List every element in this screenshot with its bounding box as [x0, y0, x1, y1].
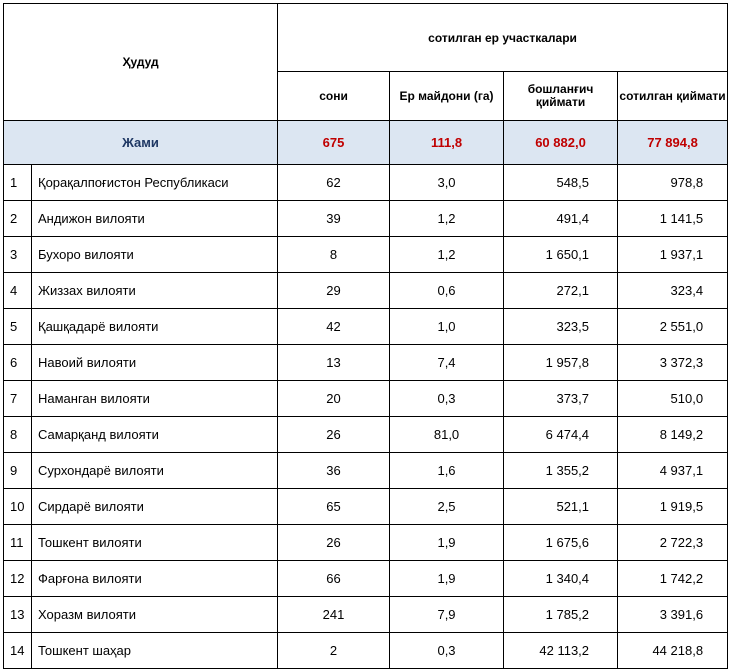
header-area: Ер майдони (га) [390, 72, 504, 121]
region-name: Андижон вилояти [32, 201, 278, 237]
region-name: Фарғона вилояти [32, 561, 278, 597]
row-number: 5 [4, 309, 32, 345]
row-number: 13 [4, 597, 32, 633]
sold-price-cell: 1 919,5 [618, 489, 728, 525]
sold-price-cell: 978,8 [618, 165, 728, 201]
count-cell: 66 [278, 561, 390, 597]
sold-price-cell: 323,4 [618, 273, 728, 309]
table-row [4, 633, 728, 669]
total-sold-price: 77 894,8 [618, 121, 728, 165]
start-price-cell: 1 785,2 [504, 597, 618, 633]
region-name: Тошкент вилояти [32, 525, 278, 561]
table-row [4, 273, 728, 309]
table-row [4, 417, 728, 453]
start-price-cell: 272,1 [504, 273, 618, 309]
header-count: сони [278, 72, 390, 121]
area-cell: 7,9 [390, 597, 504, 633]
row-number: 6 [4, 345, 32, 381]
sold-price-cell: 1 742,2 [618, 561, 728, 597]
area-cell: 1,2 [390, 237, 504, 273]
region-name: Сирдарё вилояти [32, 489, 278, 525]
area-cell: 81,0 [390, 417, 504, 453]
region-name: Хоразм вилояти [32, 597, 278, 633]
start-price-cell: 1 957,8 [504, 345, 618, 381]
sold-price-cell: 8 149,2 [618, 417, 728, 453]
area-cell: 1,9 [390, 525, 504, 561]
count-cell: 62 [278, 165, 390, 201]
start-price-cell: 1 650,1 [504, 237, 618, 273]
total-area: 111,8 [390, 121, 504, 165]
count-cell: 26 [278, 417, 390, 453]
region-name: Бухоро вилояти [32, 237, 278, 273]
area-cell: 3,0 [390, 165, 504, 201]
table-row [4, 381, 728, 417]
count-cell: 29 [278, 273, 390, 309]
sold-price-cell: 2 551,0 [618, 309, 728, 345]
table-row [4, 309, 728, 345]
region-name: Жиззах вилояти [32, 273, 278, 309]
area-cell: 0,3 [390, 633, 504, 669]
start-price-cell: 42 113,2 [504, 633, 618, 669]
row-number: 1 [4, 165, 32, 201]
sold-price-cell: 1 937,1 [618, 237, 728, 273]
sold-price-cell: 44 218,8 [618, 633, 728, 669]
row-number: 11 [4, 525, 32, 561]
region-name: Қашқадарё вилояти [32, 309, 278, 345]
start-price-cell: 323,5 [504, 309, 618, 345]
start-price-cell: 491,4 [504, 201, 618, 237]
sold-price-cell: 4 937,1 [618, 453, 728, 489]
table-row [4, 345, 728, 381]
area-cell: 7,4 [390, 345, 504, 381]
total-count: 675 [278, 121, 390, 165]
count-cell: 36 [278, 453, 390, 489]
area-cell: 0,6 [390, 273, 504, 309]
header-sold-price: сотилган қиймати [618, 72, 728, 121]
start-price-cell: 1 340,4 [504, 561, 618, 597]
table-row [4, 525, 728, 561]
row-number: 2 [4, 201, 32, 237]
start-price-cell: 1 355,2 [504, 453, 618, 489]
region-name: Самарқанд вилояти [32, 417, 278, 453]
count-cell: 42 [278, 309, 390, 345]
sold-price-cell: 1 141,5 [618, 201, 728, 237]
row-number: 9 [4, 453, 32, 489]
sold-price-cell: 3 372,3 [618, 345, 728, 381]
total-label: Жами [4, 121, 278, 165]
count-cell: 241 [278, 597, 390, 633]
area-cell: 2,5 [390, 489, 504, 525]
count-cell: 2 [278, 633, 390, 669]
start-price-cell: 521,1 [504, 489, 618, 525]
count-cell: 8 [278, 237, 390, 273]
row-number: 8 [4, 417, 32, 453]
count-cell: 20 [278, 381, 390, 417]
count-cell: 39 [278, 201, 390, 237]
table-row [4, 237, 728, 273]
table-row [4, 489, 728, 525]
total-row [4, 121, 728, 165]
region-name: Қорақалпоғистон Республикаси [32, 165, 278, 201]
count-cell: 13 [278, 345, 390, 381]
count-cell: 65 [278, 489, 390, 525]
start-price-cell: 548,5 [504, 165, 618, 201]
row-number: 4 [4, 273, 32, 309]
region-name: Тошкент шаҳар [32, 633, 278, 669]
total-start-price: 60 882,0 [504, 121, 618, 165]
area-cell: 1,9 [390, 561, 504, 597]
count-cell: 26 [278, 525, 390, 561]
table-row [4, 453, 728, 489]
header-group: сотилган ер участкалари [278, 4, 728, 72]
area-cell: 1,6 [390, 453, 504, 489]
sold-price-cell: 510,0 [618, 381, 728, 417]
sold-price-cell: 2 722,3 [618, 525, 728, 561]
header-region: Ҳудуд [4, 4, 278, 121]
header-start-price: бошланғич қиймати [504, 72, 618, 121]
region-name: Навоий вилояти [32, 345, 278, 381]
area-cell: 0,3 [390, 381, 504, 417]
area-cell: 1,0 [390, 309, 504, 345]
table-row [4, 165, 728, 201]
start-price-cell: 6 474,4 [504, 417, 618, 453]
row-number: 12 [4, 561, 32, 597]
region-name: Сурхондарё вилояти [32, 453, 278, 489]
area-cell: 1,2 [390, 201, 504, 237]
row-number: 10 [4, 489, 32, 525]
sold-price-cell: 3 391,6 [618, 597, 728, 633]
start-price-cell: 373,7 [504, 381, 618, 417]
land-sales-table [3, 3, 728, 669]
region-name: Наманган вилояти [32, 381, 278, 417]
table-row [4, 201, 728, 237]
row-number: 7 [4, 381, 32, 417]
table-row [4, 561, 728, 597]
row-number: 3 [4, 237, 32, 273]
start-price-cell: 1 675,6 [504, 525, 618, 561]
table-row [4, 597, 728, 633]
row-number: 14 [4, 633, 32, 669]
